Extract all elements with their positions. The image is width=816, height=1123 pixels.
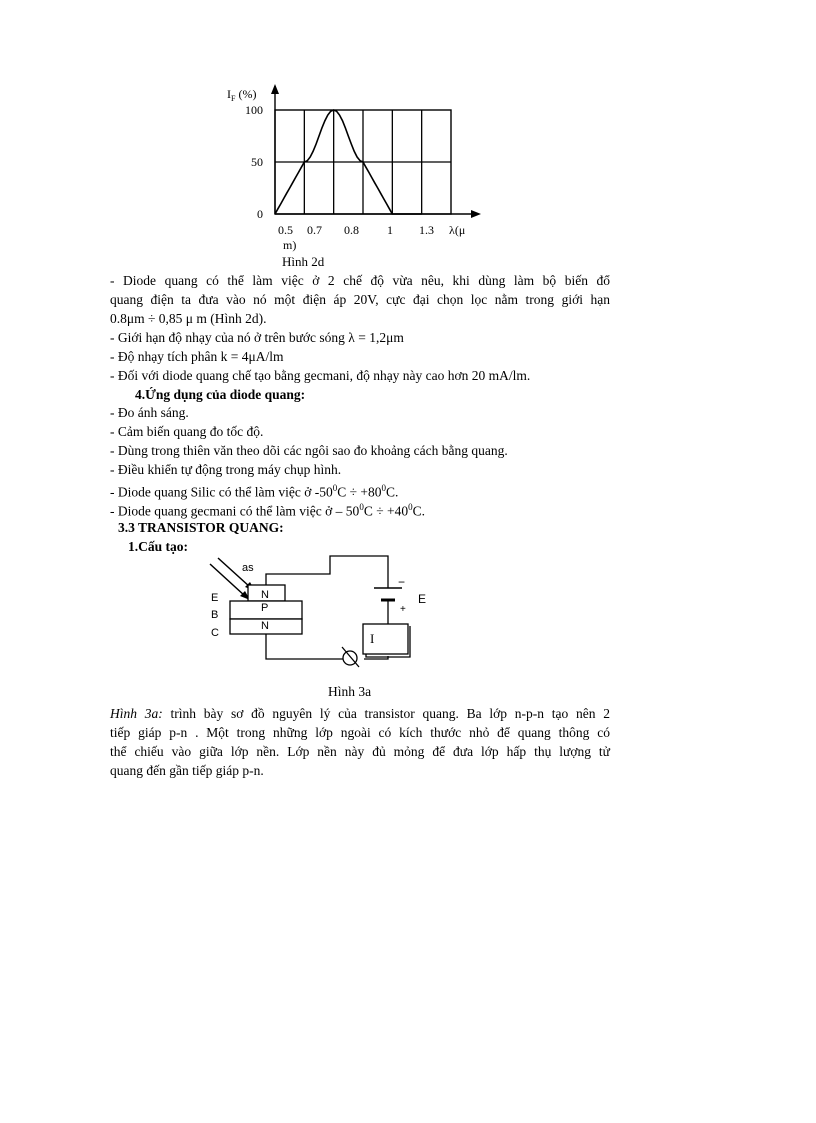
y-tick-label: 50 — [251, 155, 263, 169]
section-heading-4: 4.Ứng dụng của diode quang: — [135, 387, 306, 402]
terminal-b-label: B — [211, 609, 219, 621]
terminal-c-label: C — [211, 627, 219, 639]
terminal-e-label: E — [211, 592, 219, 604]
paragraph-line: quang đến gần tiếp giáp p-n. — [110, 763, 264, 778]
meter-label: I — [370, 631, 375, 646]
y-tick-label: 100 — [245, 103, 263, 117]
x-axis-label: λ(μ — [449, 223, 466, 237]
x-axis-label-cont: m) — [283, 238, 297, 252]
x-tick-label: 1 — [387, 223, 393, 237]
layer-p-label: P — [261, 602, 269, 614]
paragraph-line: 0.8μm ÷ 0,85 μ m (Hình 2d). — [110, 311, 267, 326]
figure-2d-caption: Hình 2d — [282, 254, 325, 269]
wire-top — [266, 556, 388, 588]
list-item: - Dùng trong thiên văn theo dõi các ngôi sao đo khoảng cách bằng quang. — [110, 443, 508, 458]
list-item: - Đo ánh sáng. — [110, 405, 189, 420]
bullet-line: - Giới hạn độ nhạy của nó ở trên bước sóng λ = 1,2μm — [110, 330, 404, 345]
list-item: - Điều khiển tự động trong máy chụp hình. — [110, 462, 342, 477]
x-tick-label: 0.7 — [307, 223, 322, 237]
battery-minus: − — [398, 575, 406, 589]
subheading-cau-tao: 1.Cấu tạo: — [128, 539, 188, 554]
paragraph-line: tiếp giáp p-n . Một trong những lớp ngoài có kích thước nhỏ để quang thông có — [110, 725, 610, 740]
paragraph-line: - Diode quang có thể làm việc ở 2 chế độ vừa nêu, khi dùng làm bộ biến đổ — [110, 273, 610, 288]
y-axis-label: $I_F$ (%) — [227, 87, 257, 103]
x-tick-label: 0.5 — [278, 223, 293, 237]
battery-label: E — [418, 592, 427, 606]
y-tick-label: 0 — [257, 207, 263, 221]
wire-bottom-left — [266, 634, 348, 659]
paragraph-line: thể chiếu vào giữa lớp nền. Lớp nền này đủ mỏng để đưa lớp hấp thụ lượng tử — [110, 744, 610, 759]
list-item: - Cảm biến quang đo tốc độ. — [110, 424, 264, 439]
x-axis-arrow — [471, 210, 481, 218]
bullet-line: - Độ nhạy tích phân k = 4μA/lm — [110, 349, 284, 364]
section-heading-3-3: 3.3 TRANSISTOR QUANG: — [118, 520, 284, 535]
battery-plus: + — [400, 604, 406, 615]
paragraph-line: quang điện ta đưa vào nó một điện áp 20V, cực đại chọn lọc nằm trong giới hạn — [110, 292, 610, 307]
layer-n-bottom-label: N — [261, 620, 269, 632]
light-label: as — [242, 562, 254, 574]
paragraph-line: Hình 3a: trình bày sơ đồ nguyên lý của transistor quang. Ba lớp n-p-n tạo nên 2 — [110, 706, 610, 721]
y-axis-arrow — [271, 84, 279, 94]
figure-2d-chart — [220, 82, 490, 272]
figure-3a-caption: Hình 3a — [328, 684, 372, 699]
x-tick-label: 0.8 — [344, 223, 359, 237]
layer-n-top-label: N — [261, 589, 269, 601]
list-item: - Diode quang gecmani có thể làm việc ở – $50^0C \div +40^0C$. — [110, 502, 425, 519]
figure-3a-schematic — [200, 556, 425, 671]
list-item: - Diode quang Silic có thể làm việc ở $-50^0C \div +80^0C$. — [110, 483, 399, 500]
bullet-line: - Đối với diode quang chế tạo bằng gecmani, độ nhạy này cao hơn 20 mA/lm. — [110, 368, 531, 383]
x-tick-label: 1.3 — [419, 223, 434, 237]
